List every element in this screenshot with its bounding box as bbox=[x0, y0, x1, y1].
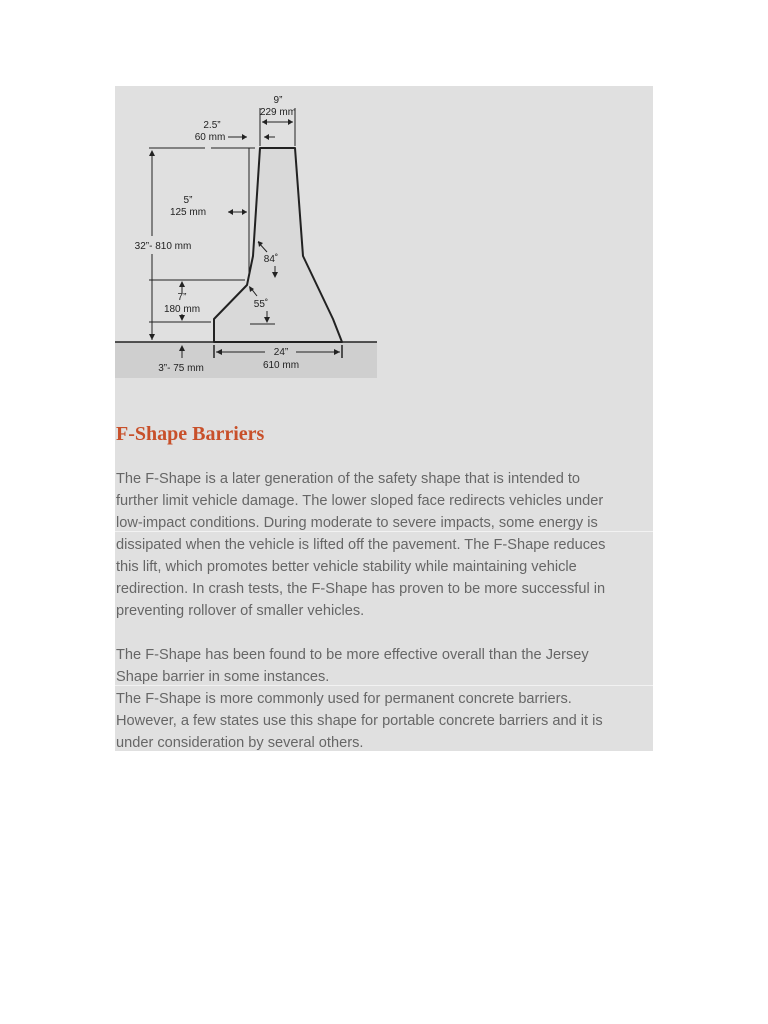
label-upper-angle: 84˚ bbox=[263, 254, 279, 265]
label-top-offset-in: 2.5” bbox=[203, 120, 221, 131]
barrier-profile bbox=[214, 148, 342, 342]
paragraph-line: redirection. In crash tests, the F-Shape has proven to be more successful in bbox=[116, 581, 606, 597]
f-shape-barrier-diagram bbox=[115, 86, 377, 378]
label-break-height-in: 7” bbox=[177, 292, 187, 303]
paragraph-line: this lift, which promotes better vehicle stability while maintaining vehicle bbox=[116, 559, 577, 575]
label-mid-offset-in: 5” bbox=[183, 195, 193, 206]
label-mid-offset-mm: 125 mm bbox=[169, 207, 207, 218]
label-top-width-mm: 229 mm bbox=[259, 107, 297, 118]
paragraph-line: under consideration by several others. bbox=[116, 735, 364, 751]
divider bbox=[115, 531, 653, 532]
paragraph-line: Shape barrier in some instances. bbox=[116, 669, 330, 685]
ground-section bbox=[115, 342, 377, 378]
paragraph-line: dissipated when the vehicle is lifted off the pavement. The F-Shape reduces bbox=[116, 537, 606, 553]
divider bbox=[115, 685, 653, 686]
paragraph-line: low-impact conditions. During moderate to severe impacts, some energy is bbox=[116, 515, 598, 531]
paragraph-effectiveness bbox=[116, 644, 646, 688]
label-top-offset-mm: 60 mm bbox=[194, 132, 226, 143]
paragraph-line: The F-Shape has been found to be more effective overall than the Jersey bbox=[116, 647, 589, 663]
label-height: 32”- 810 mm bbox=[134, 241, 192, 252]
label-top-width-in: 9” bbox=[273, 95, 283, 106]
section-heading: F-Shape Barriers bbox=[116, 423, 265, 445]
paragraph-line: further limit vehicle damage. The lower sloped face redirects vehicles under bbox=[116, 493, 604, 509]
paragraph-usage bbox=[116, 688, 646, 754]
label-lower-angle: 55˚ bbox=[253, 299, 269, 310]
paragraph-line: The F-Shape is a later generation of the safety shape that is intended to bbox=[116, 471, 581, 487]
label-embed-depth: 3”- 75 mm bbox=[158, 363, 204, 374]
content-block bbox=[115, 86, 653, 751]
paragraph-line: The F-Shape is more commonly used for permanent concrete barriers. bbox=[116, 691, 572, 707]
label-break-height-mm: 180 mm bbox=[163, 304, 201, 315]
paragraph-intro bbox=[116, 468, 646, 622]
paragraph-line: However, a few states use this shape for portable concrete barriers and it is bbox=[116, 713, 603, 729]
label-base-width-mm: 610 mm bbox=[262, 360, 300, 371]
paragraph-line: preventing rollover of smaller vehicles. bbox=[116, 603, 365, 619]
label-base-width-in: 24” bbox=[273, 347, 289, 358]
